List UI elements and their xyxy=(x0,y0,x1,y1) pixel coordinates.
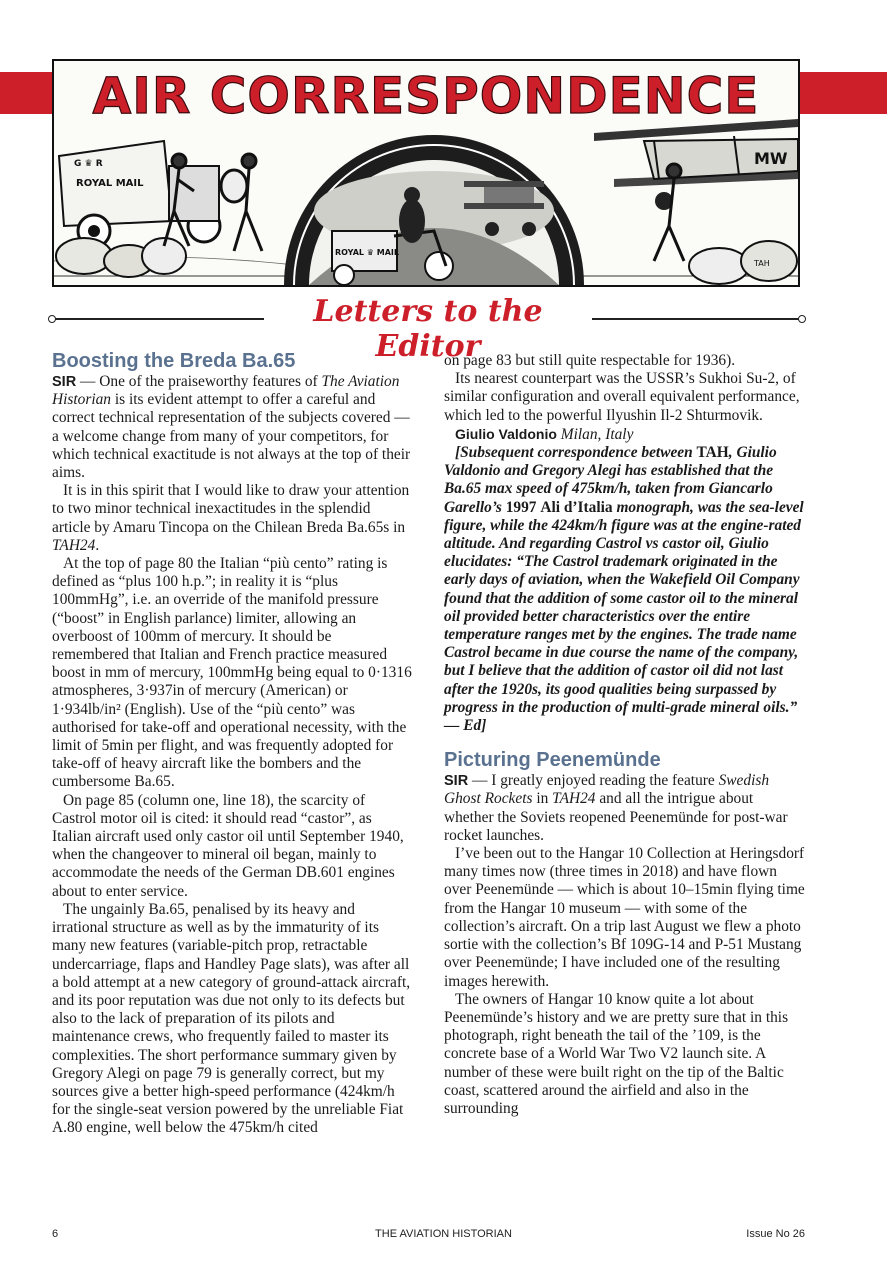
text-run: — One of the praiseworthy features of xyxy=(76,373,322,390)
page-number: 6 xyxy=(52,1228,59,1240)
sack-label: TAH xyxy=(754,259,770,268)
text-run: TAH xyxy=(696,444,729,462)
biplane-large xyxy=(594,119,798,210)
issue-reference: TAH24 xyxy=(52,536,96,554)
section-title: AIR CORRESPONDENCE xyxy=(92,67,760,125)
letter-paragraph: The owners of Hangar 10 know quite a lot about Peenemünde’s history and we are pretty sure that in this photograph, right beneath the tail of the ’109, is the concrete base of a World War Two V2 launch site. A number of these were built right on the tip of the Baltic coast, scattered around the airfield and also in the surrounding xyxy=(444,990,789,1117)
letter-heading-breda: Boosting the Breda Ba.65 xyxy=(52,350,296,372)
salutation: SIR xyxy=(52,374,77,390)
letter-heading-peenemunde: Picturing Peenemünde xyxy=(444,749,661,772)
banner-red-band-right xyxy=(800,72,887,114)
issue-reference: TAH24 xyxy=(552,790,596,808)
letter-paragraph: The ungainly Ba.65, penalised by its heavy and irrational structure as well as by the immaturity of its many new features (variable-pitch prop, retractable undercarriage, flaps and Handley Page slats), was after all a bold attempt at a new category of ground-attack aircraft, and its poor reputation was due not only to its defects but also to the lack of preparation of its pilots and maintenance crews, who frequently failed to master its complexities. The short performance summary given by Gregory Alegi on page 79 is generally correct, but my sources give a better high-speed performance (424km/h for the single-seat version powered by the unreliable Fiat A.80 engine, well below the 475km/h cited xyxy=(52,900,411,1137)
plane-marking: MW xyxy=(754,149,788,168)
banner-red-band-left xyxy=(0,72,54,114)
magazine-title: The Aviation Historian xyxy=(52,373,400,409)
column-right xyxy=(444,352,806,1118)
mail-sacks-left xyxy=(56,238,186,277)
author-name: Giulio Valdonio xyxy=(455,425,557,442)
rule-end-dot-left xyxy=(48,315,56,323)
letter-paragraph: I’ve been out to the Hangar 10 Collection at Heringsdorf many times now (three times in 2018) and have flown over Peenemünde — which is about 10–15min flying time from the Hangar 10 museum — with some of the collection’s aircraft. On a trip last August we flew a photo sortie with the collection’s Bf 109G-14 and P-51 Mustang over Peenemünde; I have included one of the resulting images herewith. xyxy=(444,845,805,990)
letter-paragraph: At the top of page 80 the Italian “più cento” rating is defined as “plus 100 h.p.”; in reality it is “plus 100mmHg”, i.e. an override of the manifold pressure (“boost” in English parlance) limiter, allowing an overboost of 100mm of mercury. It should be remembered that Italian and French practice measured boost in mm of mercury, 100mmHg being equal to 0·1316 atmospheres, 3·937in of mercury (American) or 1·934lb/in² (English). Use of the “più cento” was authorised for take-off and operational necessity, with the limit of 5min per flight, and was frequently adopted for take-off of heavy aircraft like the bombers and the cumbersome Ba.65. xyxy=(52,555,412,791)
magazine-name: THE AVIATION HISTORIAN xyxy=(375,1228,512,1240)
royal-mail-van xyxy=(59,141,220,247)
letter-paragraph xyxy=(444,772,806,845)
column-left xyxy=(52,350,412,1138)
text-run: and all the intrigue about whether the Soviets reopened Peenemünde for post-war rocket launches. xyxy=(444,790,788,844)
rule-end-dot-right xyxy=(798,315,806,323)
letter-signature xyxy=(444,425,806,444)
letter-paragraph xyxy=(52,373,412,482)
text-run: in xyxy=(532,790,553,808)
text-run: is its evident attempt to offer a careful and correct technical representation of the subjects covered — a welcome change from many of your competitors, for which technical exactitude is not always at the top of their aims. xyxy=(52,391,411,482)
letter-paragraph: on page 83 but still quite respectable for 1936). xyxy=(444,352,736,369)
feature-title: Swedish Ghost Rockets xyxy=(444,772,770,808)
van-crest: G ♛ R xyxy=(74,159,103,169)
text-run: It is in this spirit that I would like to draw your attention to two minor technical inexactitudes in the splendid article by Amaru Tincopa on the Chilean Breda Ba.65s in xyxy=(52,482,410,536)
section-subtitle: Letters to the Editor xyxy=(313,294,543,364)
mail-sacks-right xyxy=(689,241,797,284)
subtitle-rule-left xyxy=(52,318,264,320)
author-location: Milan, Italy xyxy=(560,425,634,443)
subtitle-rule-right xyxy=(592,318,800,320)
letter-paragraph xyxy=(52,482,412,555)
editor-note xyxy=(444,444,806,735)
salutation: SIR xyxy=(444,773,469,790)
issue-number: Issue No 26 xyxy=(746,1228,805,1240)
text-run: — I greatly enjoyed reading the feature xyxy=(468,772,719,790)
header-illustration xyxy=(52,59,800,287)
van-label: ROYAL MAIL xyxy=(76,178,144,189)
cart-label: ROYAL ♛ MAIL xyxy=(335,248,399,257)
text-run: , Giulio Valdonio and Gregory Alegi has established that the Ba.65 max speed of 475km/h, taken from Giancarlo Garello’s xyxy=(444,444,777,516)
text-run: [Subsequent correspondence between xyxy=(455,444,697,462)
letter-paragraph: On page 85 (column one, line 18), the scarcity of Castrol motor oil is cited: it should read “castor”, as Italian aircraft used only castor oil until September 1940, when the changeover to mineral oil began, mainly to accommodate the needs of the German DB.601 engines about to enter service. xyxy=(52,791,404,900)
text-run: monograph, was the sea-level figure, while the 424km/h figure was at the engine-rated altitude. And regarding Castrol vs castor oil, Giulio elucidates: “The Castrol trademark originated in the early days of aviation, when the Wakefield Oil Company found that the addition of some castor oil to the mineral oil provided better characteristics over the entire temperature ranges met by the engines. The trade name Castrol became in due course the name of the company, but I believe that the addition of castor oil did not last after the 1920s, its good qualities being surpassed by progress in the production of multi-grade mineral oils.” — Ed] xyxy=(444,498,804,735)
book-title: Ali d’Italia xyxy=(540,498,613,516)
text-run: . xyxy=(95,536,100,554)
letter-paragraph: Its nearest counterpart was the USSR’s Sukhoi Su-2, of similar configuration and overall equivalent performance, which led to the powerful Ilyushin Il-2 Shturmovik. xyxy=(444,370,800,424)
text-run: 1997 xyxy=(505,498,537,516)
